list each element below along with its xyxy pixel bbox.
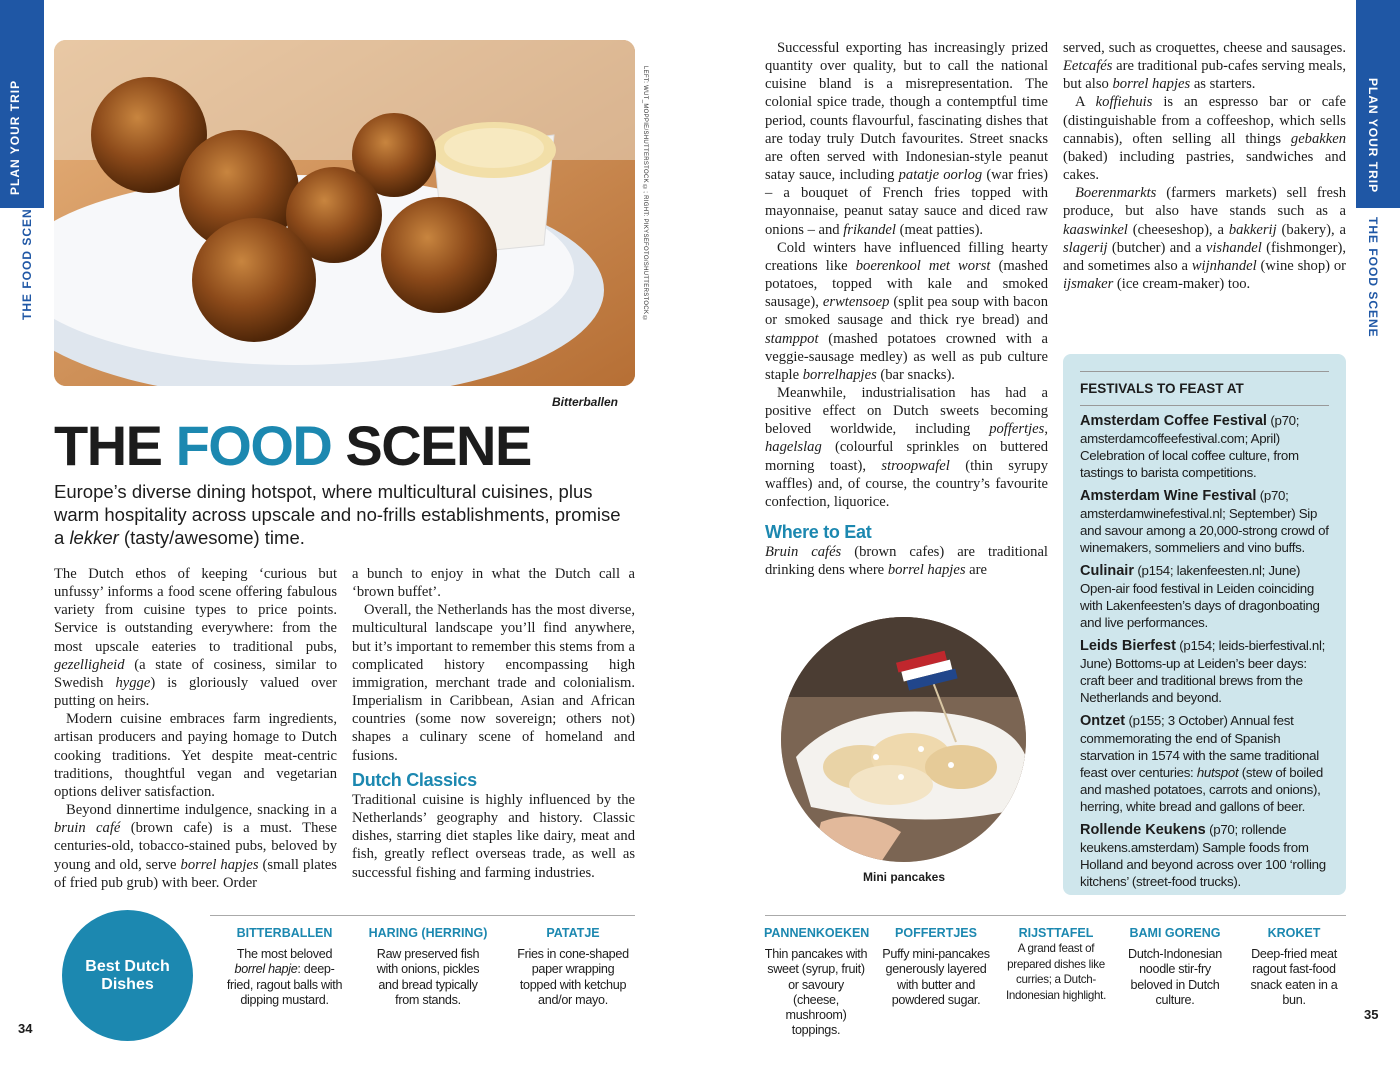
- col4-p1: served, such as croquettes, cheese and sausages. Eetcafés are traditional pub-cafes serving meals, but also borrel hapjes as starters.: [1063, 40, 1346, 93]
- col4-p2: A koffiehuis is an espresso bar or cafe (distinguishable from a coffeeshop, which sells cannabis), often selling all things gebakken (baked) including pastries, sandwiches and cakes.: [1063, 94, 1346, 184]
- page-number-right: 35: [1364, 1007, 1379, 1022]
- dish-haring: [368, 926, 488, 1008]
- festival-item: Ontzet (p155; 3 October) Annual fest commemorating the end of Spanish starvation in 1574 with the same traditional feast over centuries: hutspot (stew of boiled and mashed potatoes, carrots and onions), herring, white bread and gallons of beer.: [1080, 713, 1323, 814]
- photo-credit: LEFT: WUT_MOPPIE/SHUTTERSTOCK ©; RIGHT: PIKYSEFOTO/SHUTTERSTOCK ©: [642, 66, 648, 323]
- where-to-eat-heading: Where to Eat: [765, 522, 872, 543]
- dish-name: BITTERBALLEN: [236, 926, 333, 940]
- best-dutch-dishes-badge: Best Dutch Dishes: [62, 910, 193, 1041]
- festivals-rule-bottom: [1080, 405, 1329, 406]
- festivals-list: [1080, 412, 1332, 896]
- col2-p1: a bunch to enjoy in what the Dutch call a ‘brown buffet’.: [352, 566, 635, 601]
- column-4: [1063, 39, 1346, 293]
- col2-p2: Overall, the Netherlands has the most diverse, multicultural landscape you’ll find anywhere, but it’s important to remember this stems from a complicated history encompassing high immigration, merchant trade and colonialism. Imperialism in Caribbean, Asian and African countries (some now sovereign; others not) shapes a culinary scene of homeland and fusions.: [352, 602, 635, 764]
- col3-p3: Meanwhile, industrialisation has had a positive effect on Dutch sweets becoming beloved worldwide, including poffertjes, hagelslag (colourful sprinkles on buttered morning toast), stroopwafel (thin syrupy waffles) and, of course, the country’s favourite confection, liquorice.: [765, 384, 1048, 510]
- festivals-heading: FESTIVALS TO FEAST AT: [1080, 381, 1244, 396]
- column-1: [54, 565, 337, 892]
- page-title: [54, 412, 531, 480]
- intro-before: Europe’s diverse dining hotspot, where multicultural cuisines, plus warm hospitality across upscale and no-frills establishments, promise a: [54, 481, 621, 548]
- left-chapter-label: THE FOOD SCENE: [20, 199, 34, 320]
- dish-desc: Puffy mini-pancakes generously layered with butter and powdered sugar.: [882, 947, 990, 1007]
- mini-pancakes-illustration: [781, 617, 1026, 862]
- right-chapter-label: THE FOOD SCENE: [1366, 217, 1380, 338]
- bitterballen-illustration: [54, 40, 635, 386]
- dishes-rule-left: [210, 915, 635, 916]
- col1-p3: Beyond dinnertime indulgence, snacking in a bruin café (brown cafe) is a must. These centuries-old, tobacco-stained pubs, beloved by young and old, serve borrel hapjes (small plates of fried pub grub) with beer. Order: [54, 802, 337, 891]
- left-plan-label: PLAN YOUR TRIP: [8, 79, 22, 195]
- dish-name: RIJSTTAFEL: [1018, 926, 1094, 940]
- dish-name: HARING (HERRING): [368, 926, 488, 940]
- festival-item: Rollende Keukens (p70; rollende keukens.amsterdam) Sample foods from Holland and beyond across over 100 ‘rolling kitchens’ (street-food trucks).: [1080, 822, 1326, 889]
- title-part-3: SCENE: [331, 414, 531, 477]
- dish-desc: Thin pancakes with sweet (syrup, fruit) or savoury (cheese, mushroom) toppings.: [764, 947, 868, 1038]
- dishes-rule-right: [765, 915, 1346, 916]
- festival-item: Amsterdam Wine Festival (p70; amsterdamwinefestival.nl; September) Sip and savour among a 20,000-strong crowd of winemakers, sommeliers and vino buffs.: [1080, 488, 1329, 555]
- dish-name: PATATJE: [546, 926, 600, 940]
- dish-pannenkoeken: [764, 926, 868, 1039]
- col3-p1: Successful exporting has increasingly prized quantity over quality, but to call the national cuisine bland is a misrepresentation. The colonial spice trade, though a contemptful time period, counts flavourful, fascinating dishes that are today truly Dutch favourites. Street snacks are often served with Indonesian-style peanut satay sauce, including patatje oorlog (war fries) – a bouquet of French fries topped with mayonnaise, peanut satay sauce and diced raw onions – and frikandel (meat patties).: [765, 40, 1048, 238]
- dish-patatje: [512, 926, 634, 1008]
- dish-bitterballen: [222, 926, 347, 1008]
- title-accent: FOOD: [175, 414, 332, 477]
- dish-desc: Fries in cone-shaped paper wrapping topped with ketchup and/or mayo.: [517, 947, 629, 1007]
- intro-em: lekker: [69, 527, 119, 548]
- dish-name: KROKET: [1267, 926, 1321, 940]
- festivals-box: [1063, 354, 1346, 895]
- dish-bami-goreng: [1122, 926, 1228, 1008]
- column-2: [352, 565, 635, 882]
- col2-p3: Traditional cuisine is highly influenced by the Netherlands’ geography and history. Classic dishes, starring diet staples like dairy, meat and fish, greatly reflect overseas trade, as well as successful fishing and farming industries.: [352, 791, 635, 881]
- dish-desc: Raw preserved fish with onions, pickles and bread typically from stands.: [376, 947, 480, 1007]
- festivals-rule-top: [1080, 371, 1329, 372]
- intro-after: (tasty/awesome) time.: [118, 527, 305, 548]
- page-number-left: 34: [18, 1021, 33, 1036]
- intro-text: [54, 480, 624, 549]
- bitterballen-photo: [54, 40, 635, 386]
- right-plan-label: PLAN YOUR TRIP: [1366, 78, 1380, 194]
- dish-desc: Deep-fried meat ragout fast-food snack eaten in a bun.: [1250, 947, 1338, 1007]
- dish-desc: The most beloved borrel hapje: deep-fried, ragout balls with dipping mustard.: [226, 947, 343, 1007]
- dish-desc: Dutch-Indonesian noodle stir-fry beloved in Dutch culture.: [1128, 947, 1222, 1007]
- col3-p2: Cold winters have influenced filling hearty creations like boerenkool met worst (mashed potatoes, topped with kale and smoked sausage), erwtensoep (split pea soup with bacon or smoked sausage and thick rye bread) and stamppot (mashed potatoes crowned with a veggie-sausage medley) as well as pub culture staple borrelhapjes (bar snacks).: [765, 239, 1049, 383]
- title-part-1: THE: [54, 414, 176, 477]
- mini-pancakes-caption: Mini pancakes: [863, 870, 946, 884]
- dish-poffertjes: [882, 926, 990, 1008]
- festival-item: Leids Bierfest (p154; leids-bierfestival.nl; June) Bottoms-up at Leiden’s beer days: craft beer and traditional brews from the Netherlands and beyond.: [1080, 638, 1326, 705]
- col1-p2: Modern cuisine embraces farm ingredients, artisan producers and paying homage to Dutch cooking traditions. Yet despite meat-centric traditions, thoughtful vegan and vegetarian options deliver satisfaction.: [54, 711, 337, 800]
- column-3: [765, 39, 1048, 580]
- col1-p1: The Dutch ethos of keeping ‘curious but unfussy’ informs a food scene offering fabulous variety from cuisine types to price points. Service is outstanding everywhere: from the most upscale eateries to traditional pubs, gezelligheid (a state of cosiness, similar to Swedish hygge) is gloriously valued over putting on heirs.: [54, 566, 337, 710]
- dish-name: PANNENKOEKEN: [764, 926, 870, 940]
- col4-p3: Boerenmarkts (farmers markets) sell fresh produce, but also have stands such as a kaaswinkel (cheeseshop), a bakkerij (bakery), a slagerij (butcher) and a vishandel (fishmonger), and sometimes also a wijnhandel (wine shop) or ijsmaker (ice cream-maker) too.: [1063, 185, 1346, 293]
- dish-name: POFFERTJES: [895, 926, 977, 940]
- festival-item: Culinair (p154; lakenfeesten.nl; June) Open-air food festival in Leiden coinciding with Lakenfeesten’s days of dragonboating and live performances.: [1080, 563, 1320, 630]
- dish-kroket: [1242, 926, 1346, 1008]
- dish-desc: A grand feast of prepared dishes like curries; a Dutch-Indonesian highlight.: [1005, 942, 1107, 1002]
- col3-p4: Bruin cafés (brown cafes) are traditional drinking dens where borrel hapjes are: [765, 544, 1048, 579]
- festival-item: Amsterdam Coffee Festival (p70; amsterdamcoffeefestival.com; April) Celebration of local coffee culture, from tastings to barista competitions.: [1080, 413, 1300, 480]
- dish-rijsttafel: [1003, 926, 1109, 1003]
- bitterballen-caption: Bitterballen: [552, 395, 619, 409]
- mini-pancakes-photo: [781, 617, 1026, 862]
- dutch-classics-heading: Dutch Classics: [352, 769, 477, 790]
- dish-name: BAMI GORENG: [1129, 926, 1221, 940]
- left-section-tab: [0, 0, 44, 208]
